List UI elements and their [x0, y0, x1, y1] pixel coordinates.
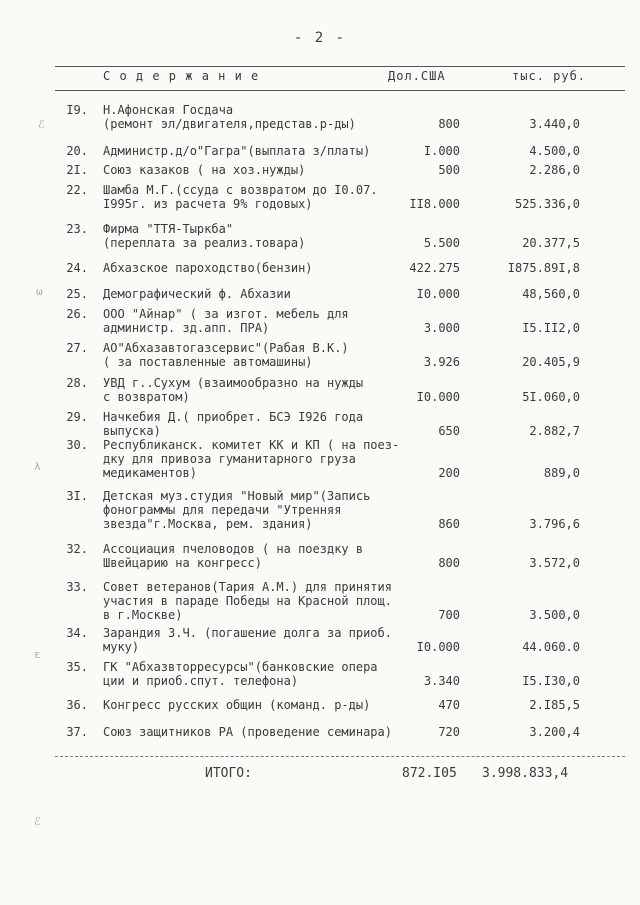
row-description-line: ООО "Айнар" ( за изгот. мебель для	[103, 307, 349, 321]
header-content: С о д е р ж а н и е	[103, 69, 260, 83]
margin-mark-icon: ℰ	[38, 118, 45, 131]
header-rub: тыс. руб.	[512, 69, 587, 83]
row-usd: 200	[438, 466, 460, 480]
row-description-line: УВД г..Сухум (взаимообразно на нужды	[103, 376, 364, 390]
row-rub: 4.500,0	[529, 144, 580, 158]
row-usd: I.000	[423, 144, 460, 158]
row-description-line: в г.Москве)	[103, 608, 183, 622]
row-rub: 3.572,0	[529, 556, 580, 570]
row-number: 24.	[66, 261, 88, 275]
row-usd: 650	[438, 424, 460, 438]
row-description-line: Абхазское пароходство(бензин)	[103, 261, 313, 275]
row-number: 37.	[66, 725, 88, 739]
row-rub: 3.440,0	[529, 117, 580, 131]
row-number: 36.	[66, 698, 88, 712]
row-number: 3I.	[66, 489, 88, 503]
row-rub: 5I.060,0	[522, 390, 580, 404]
row-description-line: Союз защитников РА (проведение семинара)	[103, 725, 392, 739]
row-rub: 3.500,0	[529, 608, 580, 622]
total-usd: 872.I05	[402, 766, 457, 781]
header-usd: Дол.США	[388, 69, 446, 83]
total-rule	[55, 756, 625, 757]
row-description-line: Администр.д/о"Гагра"(выплата з/платы)	[103, 144, 371, 158]
row-rub: I5.I30,0	[522, 674, 580, 688]
row-description-line: Н.Афонская Госдача	[103, 103, 234, 117]
row-number: 25.	[66, 287, 88, 301]
row-rub: 48,560,0	[522, 287, 580, 301]
total-rub: 3.998.833,4	[482, 766, 569, 781]
row-usd: 800	[438, 117, 460, 131]
row-description-line: звезда"г.Москва, рем. здания)	[103, 517, 313, 531]
row-description-line: Швейцарию на конгресс)	[103, 556, 262, 570]
row-number: 23.	[66, 222, 88, 236]
row-description-line: (переплата за реализ.товара)	[103, 236, 306, 250]
row-description-line: АО"Абхазавтогазсервис"(Рабая В.К.)	[103, 341, 349, 355]
row-description-line: Конгресс русских общин (команд. р-ды)	[103, 698, 371, 712]
row-usd: 720	[438, 725, 460, 739]
row-number: 35.	[66, 660, 88, 674]
row-rub: 20.377,5	[522, 236, 580, 250]
total-label: ИТОГО:	[205, 766, 252, 781]
row-description-line: с возвратом)	[103, 390, 190, 404]
margin-mark-icon: ω	[36, 285, 43, 298]
row-rub: 3.200,4	[529, 725, 580, 739]
row-description-line: I995г. из расчета 9% годовых)	[103, 197, 313, 211]
row-description-line: Демографический ф. Абхазии	[103, 287, 291, 301]
margin-mark-icon: ℰ	[34, 815, 41, 828]
row-number: I9.	[66, 103, 88, 117]
row-number: 30.	[66, 438, 88, 452]
row-number: 34.	[66, 626, 88, 640]
row-description-line: Шамба М.Г.(ссуда с возвратом до I0.07.	[103, 183, 378, 197]
header-rule-top	[55, 66, 625, 67]
row-rub: 3.796,6	[529, 517, 580, 531]
row-usd: 3.000	[423, 321, 460, 335]
row-rub: 2.I85,5	[529, 698, 580, 712]
row-usd: 800	[438, 556, 460, 570]
row-usd: 860	[438, 517, 460, 531]
row-description-line: участия в параде Победы на Красной площ.	[103, 594, 392, 608]
row-description-line: ( за поставленные автомашины)	[103, 355, 313, 369]
row-number: 28.	[66, 376, 88, 390]
row-rub: 525.336,0	[514, 197, 580, 211]
row-description-line: фонограммы для передачи "Утренняя	[103, 503, 342, 517]
row-description-line: Ассоциация пчеловодов ( на поездку в	[103, 542, 364, 556]
page-number: - 2 -	[293, 30, 347, 46]
row-number: 2I.	[66, 163, 88, 177]
row-usd: 3.926	[423, 355, 460, 369]
row-description-line: ции и приоб.спут. телефона)	[103, 674, 299, 688]
row-rub: 889,0	[543, 466, 580, 480]
row-description-line: Начкебия Д.( приобрет. БСЭ I926 года	[103, 410, 364, 424]
row-description-line: муку)	[103, 640, 140, 654]
row-description-line: медикаментов)	[103, 466, 197, 480]
row-usd: 700	[438, 608, 460, 622]
row-usd: I0.000	[416, 287, 460, 301]
row-description-line: Совет ветеранов(Тария А.М.) для принятия	[103, 580, 392, 594]
row-usd: I0.000	[416, 390, 460, 404]
row-number: 26.	[66, 307, 88, 321]
margin-mark-icon: ɛ	[34, 648, 41, 661]
row-description-line: дку для привоза гуманитарного груза	[103, 452, 356, 466]
header-rule-bottom	[55, 90, 625, 91]
row-number: 22.	[66, 183, 88, 197]
row-rub: I5.II2,0	[522, 321, 580, 335]
row-rub: I875.89I,8	[507, 261, 580, 275]
row-rub: 44.060.0	[522, 640, 580, 654]
row-description-line: Детская муз.студия "Новый мир"(Запись	[103, 489, 371, 503]
row-usd: I0.000	[416, 640, 460, 654]
row-usd: II8.000	[409, 197, 460, 211]
row-number: 29.	[66, 410, 88, 424]
row-rub: 2.286,0	[529, 163, 580, 177]
margin-mark-icon: λ	[34, 460, 41, 473]
row-description-line: ГК "Абхазвторресурсы"(банковские опера	[103, 660, 378, 674]
row-usd: 470	[438, 698, 460, 712]
row-description-line: Фирма "ТТЯ-Тыркба"	[103, 222, 234, 236]
row-description-line: (ремонт эл/двигателя,представ.р-ды)	[103, 117, 356, 131]
row-number: 27.	[66, 341, 88, 355]
row-usd: 3.340	[423, 674, 460, 688]
row-rub: 2.882,7	[529, 424, 580, 438]
row-number: 32.	[66, 542, 88, 556]
row-number: 20.	[66, 144, 88, 158]
row-number: 33.	[66, 580, 88, 594]
row-usd: 5.500	[423, 236, 460, 250]
row-description-line: Союз казаков ( на хоз.нужды)	[103, 163, 306, 177]
row-description-line: администр. зд.апп. ПРА)	[103, 321, 270, 335]
row-description-line: Зарандия З.Ч. (погашение долга за приоб.	[103, 626, 392, 640]
row-rub: 20.405,9	[522, 355, 580, 369]
row-description-line: выпуска)	[103, 424, 161, 438]
row-usd: 500	[438, 163, 460, 177]
row-description-line: Республиканск. комитет КК и КП ( на поез-	[103, 438, 400, 452]
row-usd: 422.275	[409, 261, 460, 275]
